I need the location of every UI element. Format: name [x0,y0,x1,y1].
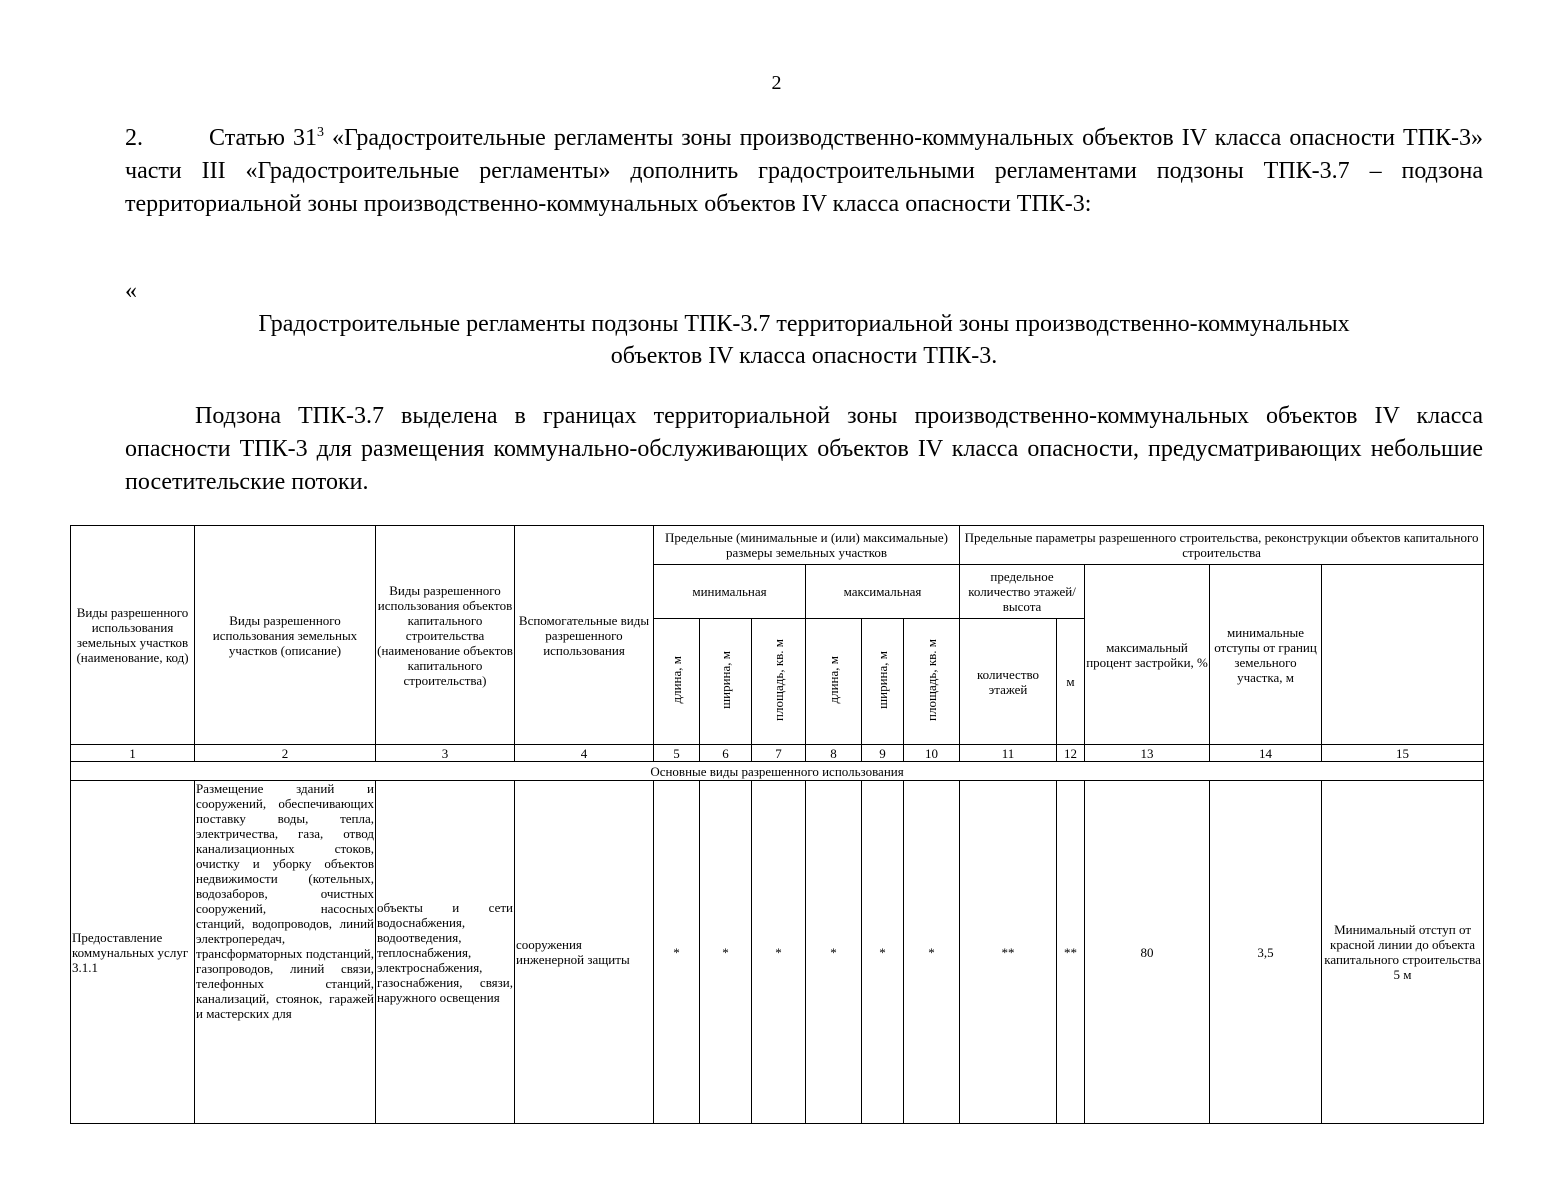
header-min-setback: минимальные отступы от границ земельного участка, м [1210,565,1322,745]
cell-max-width: * [862,781,904,1124]
section-title-line-1: Градостроительные регламенты подзоны ТПК-3.7 территориальной зоны производственно-коммунальных [258,311,1350,337]
section-main-uses: Основные виды разрешенного использования [71,762,1484,781]
header-permitted-use-name: Виды разрешенного использования земельных участков (наименование, код) [71,526,195,745]
column-number: 6 [700,745,752,762]
column-number: 10 [904,745,960,762]
cell-other-limits: Минимальный отступ от красной линии до объекта капитального строительства 5 м [1322,781,1484,1124]
header-max-width: ширина, м [862,619,904,745]
cell-auxiliary: сооружения инженерной защиты [515,781,654,1124]
header-height-m: м [1057,619,1085,745]
cell-min-area: * [752,781,806,1124]
article-superscript: 3 [316,125,324,140]
cell-max-area: * [904,781,960,1124]
amendment-paragraph [125,122,1483,221]
column-number: 5 [654,745,700,762]
header-max-length: длина, м [806,619,862,745]
cell-coverage: 80 [1085,781,1210,1124]
column-number: 3 [376,745,515,762]
header-min-width: ширина, м [700,619,752,745]
cell-height-m: ** [1057,781,1085,1124]
column-number: 11 [960,745,1057,762]
column-number: 12 [1057,745,1085,762]
header-minimal: минимальная [654,565,806,619]
cell-min-width: * [700,781,752,1124]
intro-paragraph: Подзона ТПК-3.7 выделена в границах территориальной зоны производственно-коммунальных объектов IV класса опасности ТПК-3 для размещения коммунально-обслуживающих объектов IV класса опасности, предусматривающих небольшие посетительские потоки. [125,403,1483,495]
cell-max-length: * [806,781,862,1124]
cell-use-description: Размещение зданий и сооружений, обеспечивающих поставку воды, тепла, электричества, газа, отвод канализационных стоков, очистку и уборку объектов недвижимости (котельных, водозаборов, очистных сооружений, насосных станций, водопроводов, линий электропередач, трансформаторных подстанций, газопроводов, линий связи, телефонных станций, канализаций, стоянок, гаражей и мастерских для [195,781,376,1124]
column-number: 1 [71,745,195,762]
section-title-line-2: объектов IV класса опасности ТПК-3. [610,343,998,369]
header-construction-limits: Предельные параметры разрешенного строительства, реконструкции объектов капитального строительства [960,526,1484,565]
column-number: 14 [1210,745,1322,762]
header-capital-objects: Виды разрешенного использования объектов капитального строительства (наименование объектов капитального строительства) [376,526,515,745]
column-number: 9 [862,745,904,762]
header-floors-height: предельное количество этажей/высота [960,565,1085,619]
column-number: 15 [1322,745,1484,762]
item-number: 2. [125,125,143,151]
column-number: 13 [1085,745,1210,762]
column-number: 7 [752,745,806,762]
page-number: 2 [771,72,782,94]
cell-use-name: Предоставление коммунальных услуг 3.1.1 [71,781,195,1124]
header-max-coverage: максимальный процент застройки, % [1085,565,1210,745]
item-text-start: Статью 31 [209,125,317,151]
header-permitted-use-description: Виды разрешенного использования земельных участков (описание) [195,526,376,745]
cell-capital-objects: объекты и сети водоснабжения, водоотведения, теплоснабжения, электроснабжения, газоснабжения, связи, наружного освещения [376,781,515,1124]
section-title [125,308,1483,372]
column-number: 4 [515,745,654,762]
header-floors: количество этажей [960,619,1057,745]
header-auxiliary-uses: Вспомогательные виды разрешенного использования [515,526,654,745]
column-numbers-row [71,745,1484,762]
table-row [71,781,1484,1124]
cell-min-length: * [654,781,700,1124]
cell-setback: 3,5 [1210,781,1322,1124]
column-number: 2 [195,745,376,762]
opening-quote: « [125,278,137,304]
header-plot-size-limits: Предельные (минимальные и (или) максимальные) размеры земельных участков [654,526,960,565]
column-number: 8 [806,745,862,762]
header-max-area: площадь, кв. м [904,619,960,745]
regulations-table [70,525,1484,1124]
header-min-length: длина, м [654,619,700,745]
header-min-area: площадь, кв. м [752,619,806,745]
header-maximal: максимальная [806,565,960,619]
cell-floors: ** [960,781,1057,1124]
item-text-rest: «Градостроительные регламенты зоны производственно-коммунальных объектов IV класса опасности ТПК-3» части III «Градостроительные регламенты» дополнить градостроительными регламентами подзоны ТПК-3.7 – подзона территориальной зоны производственно-коммунальных объектов IV класса опасности ТПК-3: [125,125,1483,217]
